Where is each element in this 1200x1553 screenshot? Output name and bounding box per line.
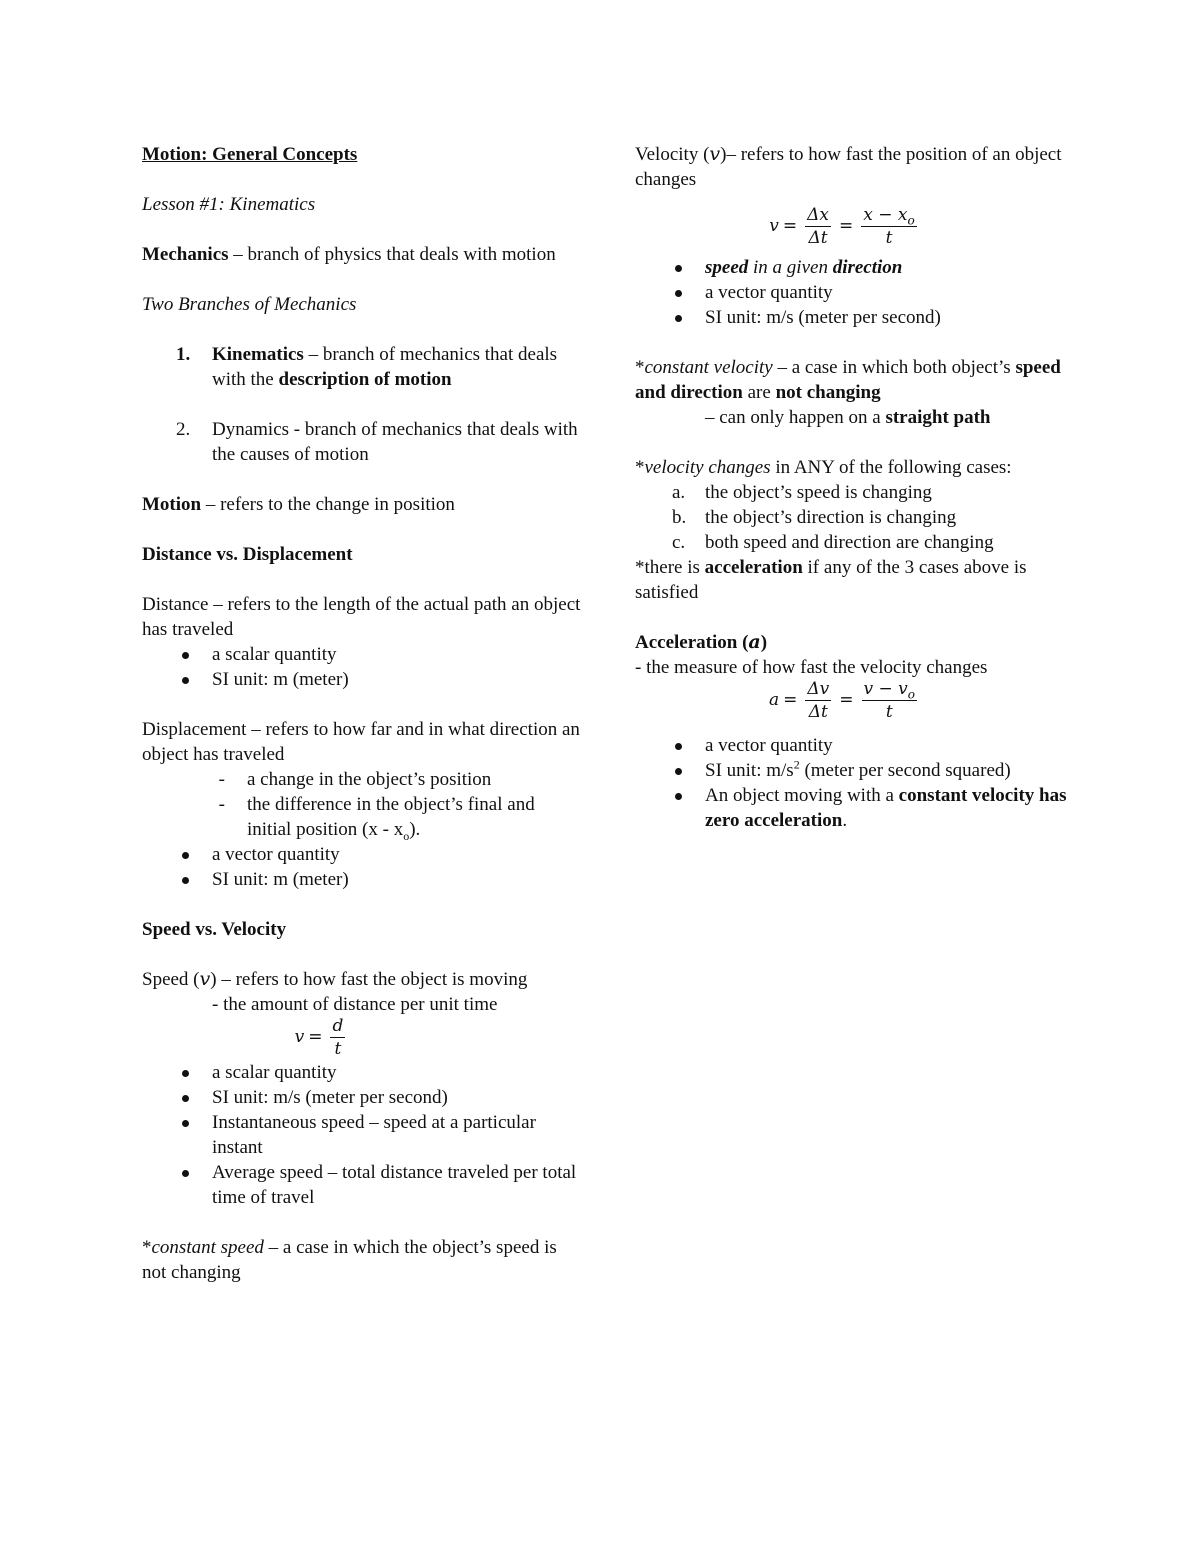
bold-text: not changing xyxy=(775,382,881,403)
velocity-definition xyxy=(635,142,1075,192)
numerator xyxy=(862,678,918,700)
list-text: Dynamics - branch of mechanics that deals with the causes of motion xyxy=(212,419,578,465)
distance-definition: Distance – refers to the length of the actual path an object has traveled xyxy=(142,594,581,640)
list-text: SI unit: m (meter) xyxy=(212,669,349,690)
equation-lhs: v xyxy=(294,1027,305,1047)
list-item xyxy=(142,767,582,792)
list-number: 2. xyxy=(176,419,191,440)
list-text: Instantaneous speed – speed at a particular instant xyxy=(212,1112,536,1158)
list-item xyxy=(142,642,582,667)
numerator: Δv xyxy=(807,679,830,699)
acceleration-note xyxy=(635,555,1075,605)
constant-velocity-condition xyxy=(635,405,1075,430)
list-text: SI unit: m (meter) xyxy=(212,869,349,890)
fraction xyxy=(861,204,916,249)
speed-variable: v xyxy=(199,968,211,990)
list-text: Average speed – total distance traveled per total time of travel xyxy=(212,1162,577,1208)
list-item xyxy=(142,792,582,842)
kinematics-term: Kinematics xyxy=(212,344,304,365)
two-branches-heading: Two Branches of Mechanics xyxy=(142,294,357,315)
bullet-icon xyxy=(142,1085,212,1110)
bold-text: speed and direction xyxy=(635,357,1061,403)
note-text: in ANY of the following cases: xyxy=(770,457,1012,478)
list-item xyxy=(635,305,1075,330)
list-text xyxy=(705,783,1075,833)
list-item xyxy=(635,530,1075,555)
numerator: Δx xyxy=(807,205,829,225)
constant-velocity-note xyxy=(635,355,1075,405)
speed-equation xyxy=(142,1015,502,1060)
mechanics-def-text: – branch of physics that deals with motion xyxy=(228,244,556,265)
list-text: a vector quantity xyxy=(705,282,833,303)
list-text: SI unit: m/s (meter per second) xyxy=(212,1087,448,1108)
bullet-icon xyxy=(635,783,705,833)
kinematics-def: – branch of mechanics that deals with the xyxy=(212,344,558,390)
dash-marker: - xyxy=(218,794,225,815)
velocity-changes-term: velocity changes xyxy=(644,457,771,478)
kinematics-bold: description of motion xyxy=(278,369,452,390)
list-item xyxy=(635,280,1075,305)
list-item xyxy=(142,1110,582,1160)
constant-speed-note xyxy=(142,1235,582,1285)
dash-marker: - xyxy=(218,769,225,790)
list-text: a scalar quantity xyxy=(212,1062,337,1083)
note-text: *there is xyxy=(635,557,705,578)
list-text-part: An object moving with a xyxy=(705,785,899,806)
equals-sign: = xyxy=(839,690,854,710)
list-item xyxy=(635,505,1075,530)
list-item xyxy=(142,1085,582,1110)
bullet-icon xyxy=(635,758,705,783)
list-text: a change in the object’s position xyxy=(247,769,492,790)
left-column xyxy=(142,142,582,1285)
list-text: a vector quantity xyxy=(212,844,340,865)
numerator-text: v − v xyxy=(863,679,908,699)
constant-velocity-term: constant velocity xyxy=(644,357,773,378)
subscript: o xyxy=(907,213,915,228)
displacement-definition: Displacement – refers to how far and in what direction an object has traveled xyxy=(142,719,580,765)
bullet-icon xyxy=(142,1060,212,1085)
list-text-part: ). xyxy=(409,819,421,840)
acceleration-definition: - the measure of how fast the velocity changes xyxy=(635,657,988,678)
fraction xyxy=(805,678,831,723)
motion-definition xyxy=(142,492,582,517)
equals-sign: = xyxy=(308,1027,323,1047)
bullet-icon xyxy=(635,255,705,280)
constant-speed-def: – a case in which the object’s speed is not changing xyxy=(142,1237,557,1283)
list-item xyxy=(635,733,1075,758)
bullet-icon xyxy=(635,280,705,305)
mechanics-term: Mechanics xyxy=(142,244,229,265)
fraction xyxy=(805,204,831,249)
list-text-part: in a given xyxy=(748,257,833,278)
denominator: Δt xyxy=(808,702,828,722)
acceleration-equation xyxy=(635,678,1055,723)
list-item xyxy=(142,842,582,867)
bullet-icon xyxy=(142,642,212,667)
list-item xyxy=(635,758,1075,783)
section-heading-acceleration xyxy=(635,630,1075,655)
velocity-changes-note xyxy=(635,455,1075,480)
list-text xyxy=(212,342,582,392)
acceleration-variable: a xyxy=(748,631,761,653)
list-text: a vector quantity xyxy=(705,735,833,756)
heading-text: Acceleration ( xyxy=(635,632,749,653)
numerator xyxy=(861,204,916,226)
list-letter: b. xyxy=(672,507,687,528)
bullet-icon xyxy=(142,842,212,867)
list-text-part: SI unit: m/s xyxy=(705,760,794,781)
denominator: t xyxy=(885,228,893,248)
list-text-part: (meter per second squared) xyxy=(799,760,1011,781)
note-text: – can only happen on a xyxy=(705,407,886,428)
denominator: Δt xyxy=(808,228,828,248)
list-text: SI unit: m/s (meter per second) xyxy=(705,307,941,328)
list-text xyxy=(705,758,1075,783)
numerator: d xyxy=(332,1016,344,1036)
list-text: the object’s speed is changing xyxy=(705,482,932,503)
list-item xyxy=(142,667,582,692)
speed-text: ) – refers to how fast the object is moving xyxy=(210,969,528,990)
note-text: – a case in which both object’s xyxy=(772,357,1016,378)
lesson-heading: Lesson #1: Kinematics xyxy=(142,194,316,215)
list-item xyxy=(635,255,1075,280)
bold-text: straight path xyxy=(885,407,991,428)
heading-text: ) xyxy=(760,632,768,653)
speed-subdefinition: - the amount of distance per unit time xyxy=(212,994,498,1015)
note-text: are xyxy=(742,382,776,403)
asterisk: * xyxy=(142,1237,152,1258)
speed-definition xyxy=(142,967,582,992)
bullet-icon xyxy=(142,667,212,692)
velocity-text: Velocity ( xyxy=(635,144,710,165)
list-text xyxy=(705,255,1075,280)
section-heading-speed: Speed vs. Velocity xyxy=(142,919,287,940)
velocity-variable: v xyxy=(709,143,721,165)
bold-text: acceleration xyxy=(704,557,803,578)
bold-text: direction xyxy=(832,257,903,278)
bullet-icon xyxy=(142,1110,212,1160)
list-text: both speed and direction are changing xyxy=(705,532,994,553)
list-text xyxy=(247,792,582,842)
bullet-icon xyxy=(635,733,705,758)
bold-text: speed xyxy=(705,257,749,278)
speed-text: Speed ( xyxy=(142,969,200,990)
equals-sign: = xyxy=(783,690,798,710)
asterisk: * xyxy=(635,357,645,378)
list-text: the object’s direction is changing xyxy=(705,507,957,528)
list-text-part: . xyxy=(842,810,848,831)
denominator: t xyxy=(885,702,893,722)
denominator: t xyxy=(334,1039,342,1059)
motion-def-text: – refers to the change in position xyxy=(201,494,455,515)
constant-speed-term: constant speed xyxy=(151,1237,264,1258)
bold-text: constant velocity has zero acceleration xyxy=(705,785,1067,831)
equation-lhs: a xyxy=(768,690,780,710)
subscript: o xyxy=(907,687,916,702)
list-item xyxy=(142,867,582,892)
page-title: Motion: General Concepts xyxy=(142,144,358,165)
list-letter: a. xyxy=(672,482,686,503)
note-text: if any of the 3 cases above is satisfied xyxy=(635,557,1027,603)
equals-sign: = xyxy=(839,216,854,236)
right-column xyxy=(635,142,1075,833)
subscript: o xyxy=(403,828,410,843)
section-heading-distance: Distance vs. Displacement xyxy=(142,544,353,565)
mechanics-definition xyxy=(142,242,582,267)
list-item xyxy=(142,1160,582,1210)
bullet-icon xyxy=(142,867,212,892)
equals-sign: = xyxy=(782,216,798,236)
list-item xyxy=(635,783,1075,833)
bullet-icon xyxy=(142,1160,212,1210)
bullet-icon xyxy=(635,305,705,330)
list-item-kinematics xyxy=(142,342,582,392)
velocity-text: )– refers to how fast the position of an object changes xyxy=(635,144,1062,190)
list-item xyxy=(635,480,1075,505)
fraction xyxy=(862,678,918,723)
asterisk: * xyxy=(635,457,645,478)
fraction xyxy=(330,1015,345,1060)
list-letter: c. xyxy=(672,532,686,553)
list-text-part: the difference in the object’s final and initial position (x - x xyxy=(247,794,535,840)
numerator-text: x − x xyxy=(863,205,908,225)
superscript: 2 xyxy=(793,757,800,772)
list-item-dynamics xyxy=(142,417,582,467)
velocity-equation xyxy=(635,204,1055,249)
equation-lhs: v xyxy=(769,216,779,236)
list-text: a scalar quantity xyxy=(212,644,337,665)
list-number: 1. xyxy=(176,344,191,365)
motion-term: Motion xyxy=(142,494,202,515)
list-item xyxy=(142,1060,582,1085)
